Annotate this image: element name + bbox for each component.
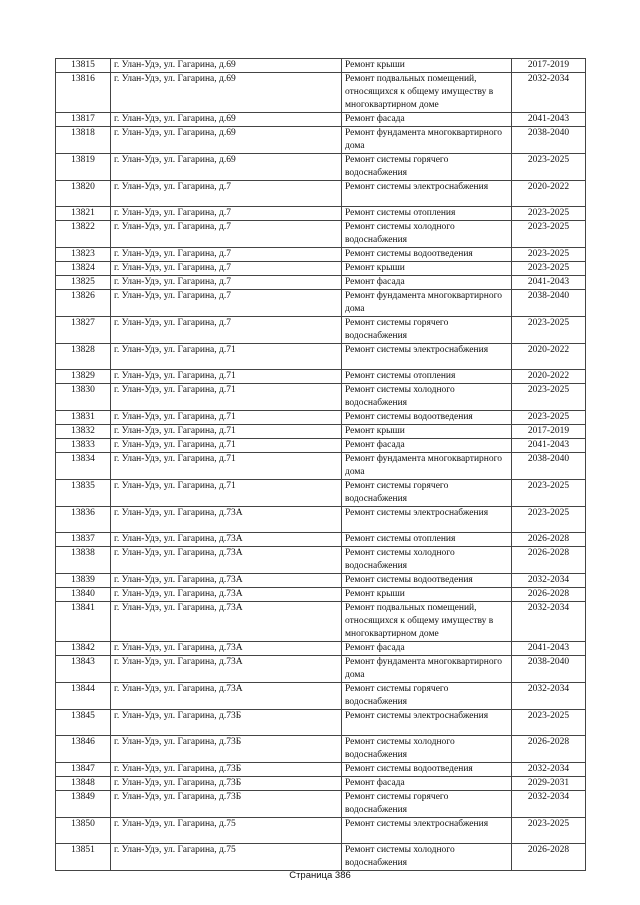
row-number: 13842 <box>56 642 111 656</box>
work-type-cell: Ремонт фасада <box>342 113 512 127</box>
address-cell: г. Улан-Удэ, ул. Гагарина, д.7 <box>111 262 342 276</box>
period-cell: 2038-2040 <box>512 453 586 480</box>
work-type-cell: Ремонт фундамента многоквартирного дома <box>342 127 512 154</box>
table-row <box>56 507 586 533</box>
row-number: 13847 <box>56 763 111 777</box>
period-cell: 2023-2025 <box>512 818 586 844</box>
address-cell: г. Улан-Удэ, ул. Гагарина, д.71 <box>111 411 342 425</box>
row-number: 13817 <box>56 113 111 127</box>
address-cell: г. Улан-Удэ, ул. Гагарина, д.73Б <box>111 763 342 777</box>
address-cell: г. Улан-Удэ, ул. Гагарина, д.73А <box>111 507 342 533</box>
row-number: 13835 <box>56 480 111 507</box>
work-type-cell: Ремонт системы холодного водоснабжения <box>342 547 512 574</box>
table-body <box>56 59 586 871</box>
row-number: 13845 <box>56 710 111 736</box>
period-cell: 2038-2040 <box>512 290 586 317</box>
work-type-cell: Ремонт системы холодного водоснабжения <box>342 221 512 248</box>
table-row <box>56 439 586 453</box>
row-number: 13840 <box>56 588 111 602</box>
work-type-cell: Ремонт системы электроснабжения <box>342 344 512 370</box>
address-cell: г. Улан-Удэ, ул. Гагарина, д.73Б <box>111 777 342 791</box>
address-cell: г. Улан-Удэ, ул. Гагарина, д.69 <box>111 113 342 127</box>
table-row <box>56 480 586 507</box>
row-number: 13821 <box>56 207 111 221</box>
work-type-cell: Ремонт системы водоотведения <box>342 411 512 425</box>
work-type-cell: Ремонт подвальных помещений, относящихся к общему имуществу в многоквартирном доме <box>342 73 512 113</box>
work-type-cell: Ремонт системы электроснабжения <box>342 181 512 207</box>
address-cell: г. Улан-Удэ, ул. Гагарина, д.7 <box>111 290 342 317</box>
table-row <box>56 777 586 791</box>
table-row <box>56 736 586 763</box>
work-type-cell: Ремонт системы горячего водоснабжения <box>342 683 512 710</box>
row-number: 13844 <box>56 683 111 710</box>
table-row <box>56 533 586 547</box>
table-row <box>56 425 586 439</box>
period-cell: 2023-2025 <box>512 480 586 507</box>
address-cell: г. Улан-Удэ, ул. Гагарина, д.7 <box>111 276 342 290</box>
period-cell: 2023-2025 <box>512 248 586 262</box>
row-number: 13850 <box>56 818 111 844</box>
address-cell: г. Улан-Удэ, ул. Гагарина, д.73А <box>111 602 342 642</box>
period-cell: 2026-2028 <box>512 844 586 871</box>
address-cell: г. Улан-Удэ, ул. Гагарина, д.7 <box>111 181 342 207</box>
row-number: 13826 <box>56 290 111 317</box>
address-cell: г. Улан-Удэ, ул. Гагарина, д.69 <box>111 127 342 154</box>
row-number: 13823 <box>56 248 111 262</box>
work-type-cell: Ремонт крыши <box>342 425 512 439</box>
period-cell: 2032-2034 <box>512 574 586 588</box>
period-cell: 2032-2034 <box>512 791 586 818</box>
work-type-cell: Ремонт системы горячего водоснабжения <box>342 317 512 344</box>
address-cell: г. Улан-Удэ, ул. Гагарина, д.71 <box>111 344 342 370</box>
table-row <box>56 791 586 818</box>
address-cell: г. Улан-Удэ, ул. Гагарина, д.73Б <box>111 710 342 736</box>
table-row <box>56 59 586 73</box>
period-cell: 2041-2043 <box>512 439 586 453</box>
row-number: 13827 <box>56 317 111 344</box>
address-cell: г. Улан-Удэ, ул. Гагарина, д.73А <box>111 683 342 710</box>
address-cell: г. Улан-Удэ, ул. Гагарина, д.73А <box>111 547 342 574</box>
period-cell: 2038-2040 <box>512 656 586 683</box>
period-cell: 2023-2025 <box>512 317 586 344</box>
address-cell: г. Улан-Удэ, ул. Гагарина, д.73А <box>111 588 342 602</box>
work-type-cell: Ремонт системы отопления <box>342 207 512 221</box>
address-cell: г. Улан-Удэ, ул. Гагарина, д.69 <box>111 73 342 113</box>
table-row <box>56 248 586 262</box>
period-cell: 2026-2028 <box>512 736 586 763</box>
work-type-cell: Ремонт системы холодного водоснабжения <box>342 844 512 871</box>
work-type-cell: Ремонт крыши <box>342 59 512 73</box>
work-type-cell: Ремонт системы горячего водоснабжения <box>342 480 512 507</box>
address-cell: г. Улан-Удэ, ул. Гагарина, д.71 <box>111 453 342 480</box>
period-cell: 2023-2025 <box>512 710 586 736</box>
table-row <box>56 547 586 574</box>
table-row <box>56 656 586 683</box>
work-type-cell: Ремонт системы холодного водоснабжения <box>342 736 512 763</box>
row-number: 13816 <box>56 73 111 113</box>
row-number: 13848 <box>56 777 111 791</box>
row-number: 13831 <box>56 411 111 425</box>
address-cell: г. Улан-Удэ, ул. Гагарина, д.71 <box>111 439 342 453</box>
table-row <box>56 588 586 602</box>
address-cell: г. Улан-Удэ, ул. Гагарина, д.7 <box>111 221 342 248</box>
row-number: 13825 <box>56 276 111 290</box>
row-number: 13822 <box>56 221 111 248</box>
table-row <box>56 113 586 127</box>
row-number: 13846 <box>56 736 111 763</box>
table-row <box>56 574 586 588</box>
address-cell: г. Улан-Удэ, ул. Гагарина, д.75 <box>111 818 342 844</box>
period-cell: 2017-2019 <box>512 59 586 73</box>
period-cell: 2026-2028 <box>512 547 586 574</box>
period-cell: 2032-2034 <box>512 763 586 777</box>
table-row <box>56 317 586 344</box>
table-row <box>56 384 586 411</box>
row-number: 13829 <box>56 370 111 384</box>
period-cell: 2023-2025 <box>512 154 586 181</box>
address-cell: г. Улан-Удэ, ул. Гагарина, д.73А <box>111 574 342 588</box>
table-row <box>56 262 586 276</box>
address-cell: г. Улан-Удэ, ул. Гагарина, д.71 <box>111 480 342 507</box>
address-cell: г. Улан-Удэ, ул. Гагарина, д.73А <box>111 533 342 547</box>
table-row <box>56 683 586 710</box>
table-row <box>56 207 586 221</box>
address-cell: г. Улан-Удэ, ул. Гагарина, д.73А <box>111 642 342 656</box>
table-row <box>56 818 586 844</box>
address-cell: г. Улан-Удэ, ул. Гагарина, д.69 <box>111 154 342 181</box>
table-row <box>56 370 586 384</box>
work-type-cell: Ремонт системы электроснабжения <box>342 507 512 533</box>
page-number: Страница 386 <box>289 870 351 881</box>
row-number: 13824 <box>56 262 111 276</box>
work-type-cell: Ремонт фасада <box>342 276 512 290</box>
work-type-cell: Ремонт фасада <box>342 777 512 791</box>
period-cell: 2029-2031 <box>512 777 586 791</box>
row-number: 13830 <box>56 384 111 411</box>
row-number: 13836 <box>56 507 111 533</box>
work-type-cell: Ремонт системы горячего водоснабжения <box>342 154 512 181</box>
work-type-cell: Ремонт системы горячего водоснабжения <box>342 791 512 818</box>
row-number: 13820 <box>56 181 111 207</box>
period-cell: 2041-2043 <box>512 642 586 656</box>
work-type-cell: Ремонт системы отопления <box>342 533 512 547</box>
period-cell: 2023-2025 <box>512 384 586 411</box>
address-cell: г. Улан-Удэ, ул. Гагарина, д.71 <box>111 425 342 439</box>
table-row <box>56 710 586 736</box>
row-number: 13833 <box>56 439 111 453</box>
period-cell: 2032-2034 <box>512 73 586 113</box>
row-number: 13837 <box>56 533 111 547</box>
period-cell: 2038-2040 <box>512 127 586 154</box>
table-row <box>56 344 586 370</box>
table-row <box>56 602 586 642</box>
address-cell: г. Улан-Удэ, ул. Гагарина, д.73А <box>111 656 342 683</box>
row-number: 13838 <box>56 547 111 574</box>
table-row <box>56 411 586 425</box>
address-cell: г. Улан-Удэ, ул. Гагарина, д.75 <box>111 844 342 871</box>
period-cell: 2023-2025 <box>512 221 586 248</box>
address-cell: г. Улан-Удэ, ул. Гагарина, д.71 <box>111 384 342 411</box>
work-type-cell: Ремонт системы электроснабжения <box>342 710 512 736</box>
table-row <box>56 221 586 248</box>
table-row <box>56 276 586 290</box>
work-type-cell: Ремонт подвальных помещений, относящихся к общему имуществу в многоквартирном доме <box>342 602 512 642</box>
row-number: 13841 <box>56 602 111 642</box>
period-cell: 2026-2028 <box>512 533 586 547</box>
work-type-cell: Ремонт системы холодного водоснабжения <box>342 384 512 411</box>
work-type-cell: Ремонт крыши <box>342 262 512 276</box>
repair-schedule-table <box>55 58 586 871</box>
row-number: 13834 <box>56 453 111 480</box>
address-cell: г. Улан-Удэ, ул. Гагарина, д.73Б <box>111 736 342 763</box>
period-cell: 2023-2025 <box>512 507 586 533</box>
row-number: 13828 <box>56 344 111 370</box>
period-cell: 2017-2019 <box>512 425 586 439</box>
table-row <box>56 453 586 480</box>
row-number: 13839 <box>56 574 111 588</box>
table-row <box>56 127 586 154</box>
table-row <box>56 763 586 777</box>
work-type-cell: Ремонт фундамента многоквартирного дома <box>342 290 512 317</box>
row-number: 13851 <box>56 844 111 871</box>
address-cell: г. Улан-Удэ, ул. Гагарина, д.69 <box>111 59 342 73</box>
work-type-cell: Ремонт системы водоотведения <box>342 248 512 262</box>
table-row <box>56 642 586 656</box>
table-row <box>56 181 586 207</box>
period-cell: 2023-2025 <box>512 411 586 425</box>
row-number: 13815 <box>56 59 111 73</box>
row-number: 13819 <box>56 154 111 181</box>
address-cell: г. Улан-Удэ, ул. Гагарина, д.7 <box>111 317 342 344</box>
work-type-cell: Ремонт системы электроснабжения <box>342 818 512 844</box>
address-cell: г. Улан-Удэ, ул. Гагарина, д.73Б <box>111 791 342 818</box>
row-number: 13832 <box>56 425 111 439</box>
table-row <box>56 154 586 181</box>
work-type-cell: Ремонт системы водоотведения <box>342 574 512 588</box>
period-cell: 2032-2034 <box>512 683 586 710</box>
row-number: 13818 <box>56 127 111 154</box>
work-type-cell: Ремонт фундамента многоквартирного дома <box>342 656 512 683</box>
table-row <box>56 73 586 113</box>
period-cell: 2020-2022 <box>512 344 586 370</box>
period-cell: 2041-2043 <box>512 276 586 290</box>
work-type-cell: Ремонт крыши <box>342 588 512 602</box>
period-cell: 2041-2043 <box>512 113 586 127</box>
period-cell: 2020-2022 <box>512 370 586 384</box>
work-type-cell: Ремонт фундамента многоквартирного дома <box>342 453 512 480</box>
table-row <box>56 290 586 317</box>
table-row <box>56 844 586 871</box>
row-number: 13843 <box>56 656 111 683</box>
address-cell: г. Улан-Удэ, ул. Гагарина, д.7 <box>111 248 342 262</box>
period-cell: 2023-2025 <box>512 207 586 221</box>
period-cell: 2023-2025 <box>512 262 586 276</box>
work-type-cell: Ремонт системы водоотведения <box>342 763 512 777</box>
period-cell: 2032-2034 <box>512 602 586 642</box>
period-cell: 2020-2022 <box>512 181 586 207</box>
period-cell: 2026-2028 <box>512 588 586 602</box>
address-cell: г. Улан-Удэ, ул. Гагарина, д.7 <box>111 207 342 221</box>
work-type-cell: Ремонт фасада <box>342 642 512 656</box>
row-number: 13849 <box>56 791 111 818</box>
work-type-cell: Ремонт системы отопления <box>342 370 512 384</box>
work-type-cell: Ремонт фасада <box>342 439 512 453</box>
address-cell: г. Улан-Удэ, ул. Гагарина, д.71 <box>111 370 342 384</box>
